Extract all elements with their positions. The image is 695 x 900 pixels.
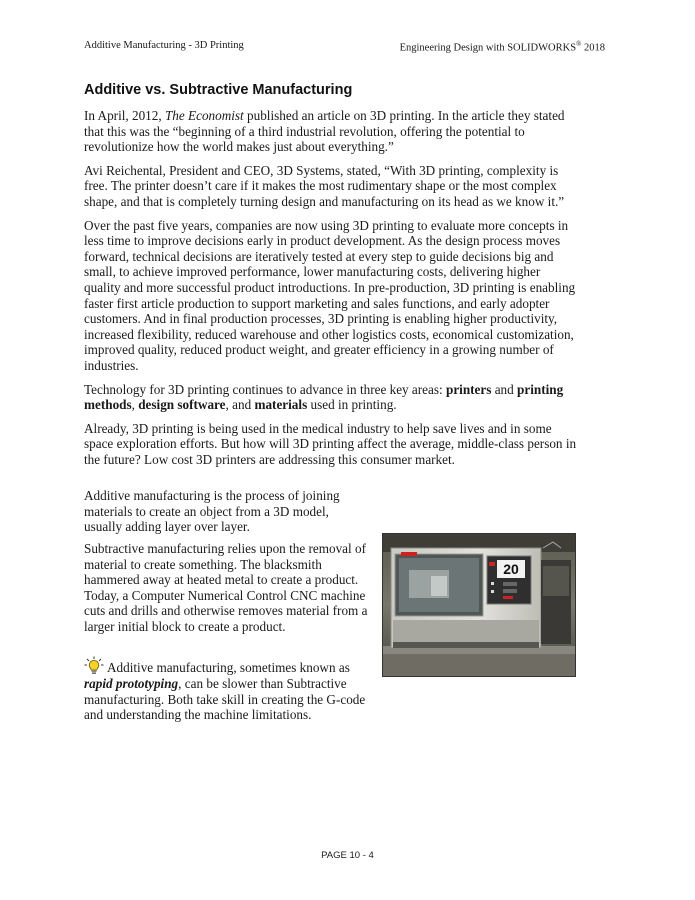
text-run: , and [225,397,255,413]
lightbulb-tip-icon [84,656,104,676]
paragraph-tip [84,656,370,723]
key-area-printers: printers [445,381,492,397]
text-run: , [131,397,139,413]
running-header-left: Additive Manufacturing - 3D Printing [84,40,244,51]
tip-note [84,656,370,723]
paragraph-past-five-years: Over the past five years, companies are now using 3D printing to evaluate more concepts in less time to improve decisions early in product development. As the design process moves forward, technical decisions are iteratively tested at every step to guide decisions big and small, to achieve improved performance, lower manufacturing costs, delivering higher quality and more successful product introductions. In pre-production, 3D printing is enabling faster first article production to support marketing and sales functions, and early adopter customers. And in final production processes, 3D printing is enabling higher productivity, increased flexibility, reduced warehouse and other logistics costs, economical customization, improved quality, reduced product weight, and greater efficiency in a growing number of industries. [84,217,576,373]
text-run: Technology for 3D printing continues to advance in three key areas: [84,381,446,397]
paragraph-reichental-quote: Avi Reichental, President and CEO, 3D Systems, stated, “With 3D printing, complexity is free. The printer doesn’t care if it makes the most rudimentary shape or the most complex shape, and that is completely turning design and manufacturing on its head as we know it.” [84,162,565,209]
running-header-right [400,40,605,54]
paragraph-medical-industry: Already, 3D printing is being used in the medical industry to help save lives and in some space exploration efforts. But how will 3D printing affect the average, middle-class person in the future? Low cost 3D printers are addressing this consumer market. [84,420,577,467]
body-text [84,108,580,475]
text-run: In April, 2012, [84,108,165,123]
key-area-printing-methods: printing methods [84,381,564,413]
subtractive-definition [84,541,370,635]
cnc-machine-photo [382,533,576,677]
additive-definition [84,488,370,535]
key-area-design-software: design software [138,397,226,413]
header-year: 2018 [581,42,605,54]
paragraph-economist [84,108,580,155]
publication-name: The Economist [164,108,244,123]
paragraph-key-areas [84,382,580,413]
cnc-machine-illustration [383,534,575,676]
text-run: published an article on 3D printing. In the article they stated that this was the “beginning of a third industrial revolution, offering the potential to revolutionize how the world makes just about everything.” [84,108,565,155]
header-book-title: Engineering Design with SOLIDWORKS [399,42,577,54]
term-rapid-prototyping: rapid prototyping [84,676,179,691]
text-run: , can be slower than Subtractive manufacturing. Both take skill in creating the G-code and understanding the machine limitations. [84,676,366,723]
paragraph-additive-definition: Additive manufacturing is the process of joining materials to create an object from a 3D model, usually adding layer over layer. [84,488,340,535]
text-run: Additive manufacturing, sometimes known as [107,660,350,675]
section-title: Additive vs. Subtractive Manufacturing [84,82,353,98]
paragraph-subtractive-definition: Subtractive manufacturing relies upon the removal of material to create something. The blacksmith hammered away at heated metal to create a product. Today, a Computer Numerical Control CNC machine cuts and drills and otherwise removes material from a larger initial block to create a product. [84,541,368,634]
machine-brand-plate [401,552,417,556]
registered-mark: ® [576,40,582,48]
text-run: and [491,381,518,397]
machine-panel-number: 20 [503,561,519,577]
text-run: used in printing. [307,397,397,413]
page-number-footer: PAGE 10 - 4 [321,850,374,861]
key-area-materials: materials [254,397,308,413]
